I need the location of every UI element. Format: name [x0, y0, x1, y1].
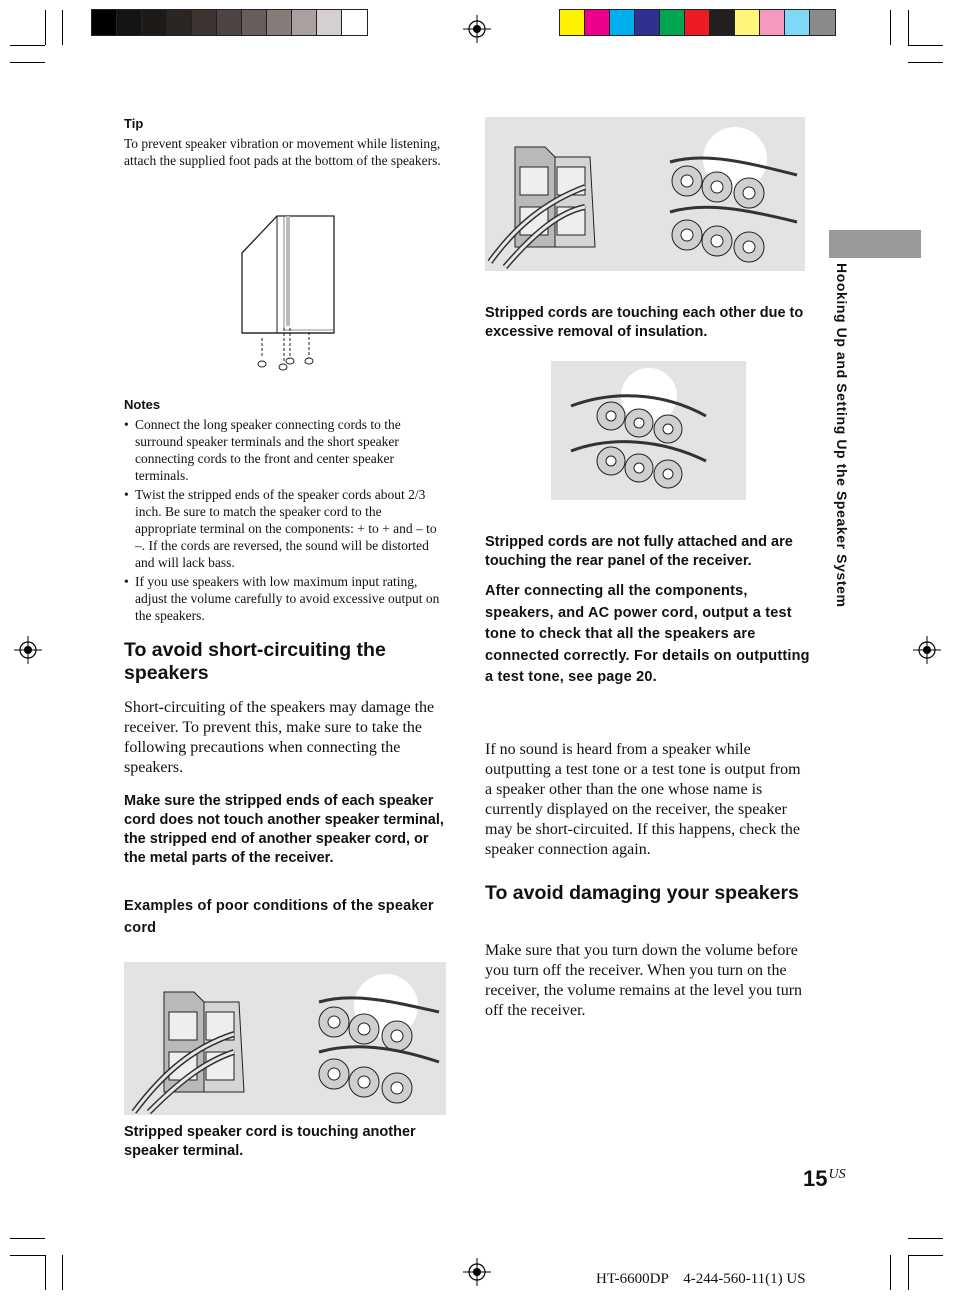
damage-text: Make sure that you turn down the volume before you turn off the receiver. When you turn on the receiver, the volume remains at the level you turn off the receiver.: [485, 942, 803, 1019]
registration-mark-right: [913, 636, 941, 664]
tip-text: To prevent speaker vibration or movement while listening, attach the supplied foot pads at the bottom of the speakers.: [124, 136, 441, 168]
page-number: [803, 1166, 846, 1192]
tip-heading: Tip: [124, 116, 144, 131]
crop-mark: [45, 1255, 46, 1290]
color-swatch: [685, 10, 710, 35]
figure-cord-touching-terminal: [124, 962, 446, 1115]
grayscale-swatch: [267, 10, 292, 35]
figure-cords-not-fully-attached: [551, 361, 746, 500]
speaker-foot-pad-illustration: [232, 208, 347, 373]
page-number-value: 15: [803, 1166, 828, 1191]
crop-mark: [908, 45, 943, 46]
grayscale-swatch: [92, 10, 117, 35]
crop-mark: [908, 10, 909, 45]
color-swatch: [610, 10, 635, 35]
grayscale-swatch: [217, 10, 242, 35]
grayscale-swatch: [192, 10, 217, 35]
grayscale-swatch: [242, 10, 267, 35]
caption-figure-2: Stripped cords are touching each other due to excessive removal of insulation.: [485, 305, 804, 340]
grayscale-swatch: [342, 10, 367, 35]
footer-model-code: HT-6600DP 4-244-560-11(1) US: [596, 1271, 806, 1287]
crop-mark: [10, 1255, 45, 1256]
crop-mark: [890, 1255, 891, 1290]
short-circuit-warning: Make sure the stripped ends of each speaker cord does not touch another speaker terminal, the stripped end of another speaker cord, or the metal parts of the receiver.: [124, 793, 444, 866]
short-circuit-intro: Short-circuiting of the speakers may damage the receiver. To prevent this, make sure to take the following precautions when connecting the speakers.: [124, 699, 435, 776]
crop-mark: [908, 62, 943, 63]
color-swatch: [635, 10, 660, 35]
figure-cords-touching-each-other: [485, 117, 805, 271]
crop-mark: [890, 10, 891, 45]
section-tab-label: Hooking Up and Setting Up the Speaker System: [834, 263, 850, 608]
grayscale-swatch: [142, 10, 167, 35]
crop-mark: [10, 62, 45, 63]
crop-mark: [45, 10, 46, 45]
registration-mark-bottom: [463, 1258, 491, 1286]
crop-mark: [10, 1238, 45, 1239]
examples-heading: Examples of poor conditions of the speaker cord: [124, 898, 434, 936]
grayscale-swatch: [317, 10, 342, 35]
crop-mark: [62, 1255, 63, 1290]
crop-mark: [908, 1255, 943, 1256]
short-circuit-heading: To avoid short-circuiting the speakers: [124, 639, 386, 684]
caption-figure-3: Stripped cords are not fully attached and are touching the rear panel of the receiver.: [485, 534, 793, 569]
test-tone-paragraph: If no sound is heard from a speaker while outputting a test tone or a test tone is output from a speaker other than the one whose name is currently displayed on the receiver, the speaker may be short-circuited. If this happens, check the speaker connection again.: [485, 741, 801, 858]
notes-list: [124, 416, 446, 626]
crop-mark: [62, 10, 63, 45]
grayscale-swatch: [292, 10, 317, 35]
color-swatch: [710, 10, 735, 35]
grayscale-swatch: [167, 10, 192, 35]
section-tab: [829, 230, 921, 258]
color-swatch: [585, 10, 610, 35]
color-swatch: [760, 10, 785, 35]
crop-mark: [908, 1238, 943, 1239]
color-swatch: [660, 10, 685, 35]
color-swatch: [785, 10, 810, 35]
registration-mark-top: [463, 15, 491, 43]
color-swatch: [560, 10, 585, 35]
grayscale-bar: [91, 9, 368, 36]
color-bar: [559, 9, 836, 36]
color-swatch: [735, 10, 760, 35]
grayscale-swatch: [117, 10, 142, 35]
caption-figure-1: Stripped speaker cord is touching another speaker terminal.: [124, 1124, 416, 1159]
page-number-suffix: US: [828, 1167, 846, 1182]
registration-mark-left: [14, 636, 42, 664]
notes-item: • Connect the long speaker connecting cords to the surround speaker terminals and the short speaker connecting cords to the front and center speaker terminals.: [124, 416, 446, 484]
color-swatch: [810, 10, 835, 35]
notes-heading: Notes: [124, 397, 161, 412]
crop-mark: [10, 45, 45, 46]
damage-heading: To avoid damaging your speakers: [485, 882, 799, 904]
crop-mark: [908, 1255, 909, 1290]
notes-item: • If you use speakers with low maximum input rating, adjust the volume carefully to avoid excessive output on the speakers.: [124, 573, 446, 624]
notes-item: • Twist the stripped ends of the speaker cords about 2/3 inch. Be sure to match the speaker cord to the appropriate terminal on the components: + to + and – to –. If the cords are reversed, the sound will be distorted and will lack bass.: [124, 486, 446, 571]
test-tone-instruction: After connecting all the components, speakers, and AC power cord, output a test tone to check that all the speakers are connected correctly. For details on outputting a test tone, see page 20.: [485, 583, 810, 685]
